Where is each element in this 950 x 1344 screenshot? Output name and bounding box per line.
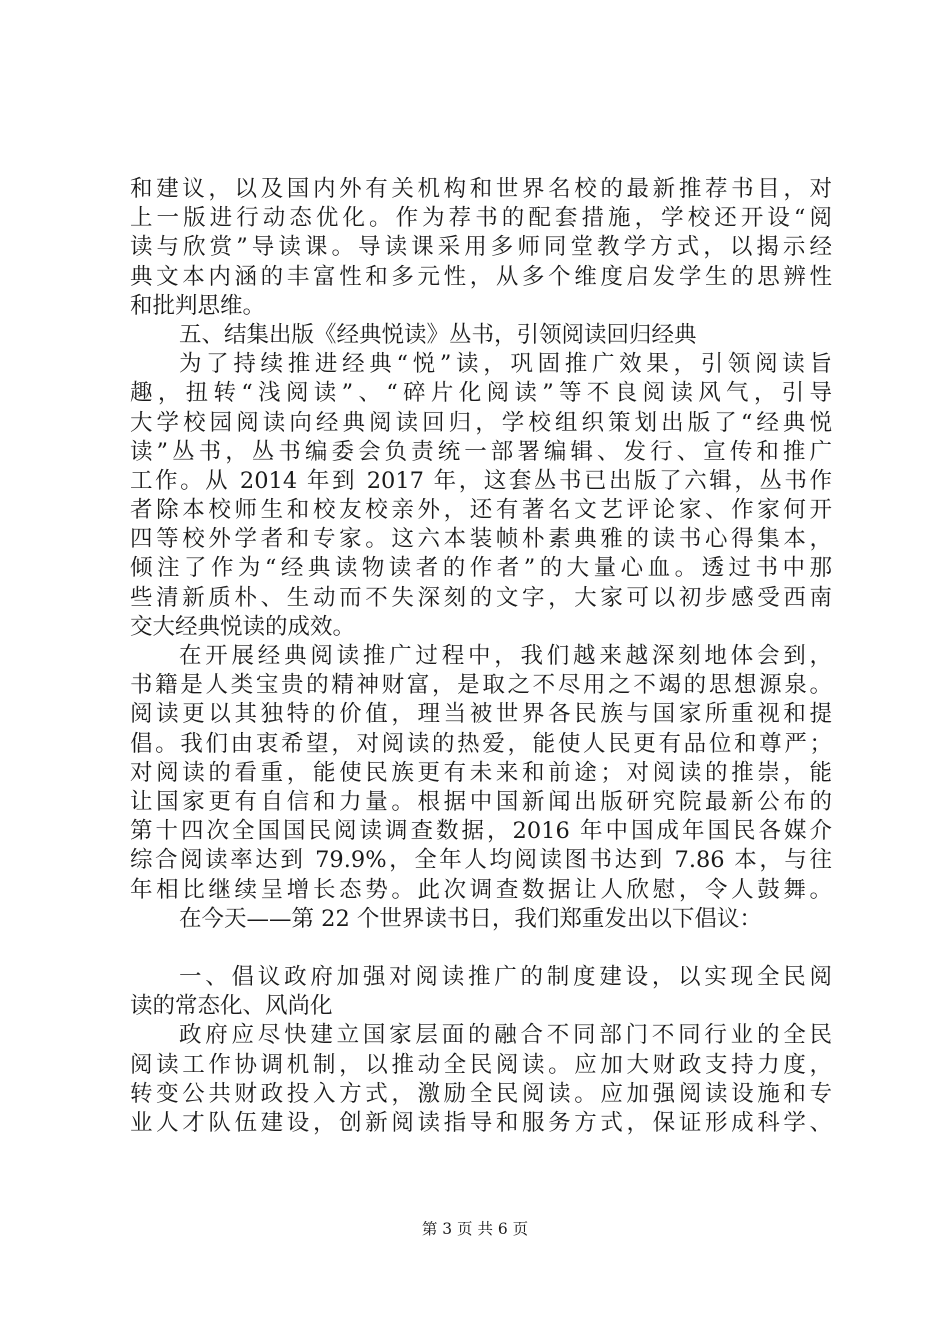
text-line: 对阅读的看重，能使民族更有未来和前途；对阅读的推崇，能 xyxy=(130,759,832,786)
page-number-footer: 第 3 页 共 6 页 xyxy=(421,1220,529,1238)
text-line: 四等校外学者和专家。这六本装帧朴素典雅的读书心得集本， xyxy=(130,526,832,553)
text-line: 综合阅读率达到 79.9%，全年人均阅读图书达到 7.86 本，与往 xyxy=(130,847,832,874)
text-line: 书籍是人类宝贵的精神财富，是取之不尽用之不竭的思想源泉。 xyxy=(130,672,832,699)
text-line: 交大经典悦读的成效。 xyxy=(130,613,356,640)
text-line: 转变公共财政投入方式，激励全民阅读。应加强阅读设施和专 xyxy=(130,1080,832,1107)
text-line: 一、倡议政府加强对阅读推广的制度建设，以实现全民阅 xyxy=(179,964,832,991)
text-line: 年相比继续呈增长态势。此次调查数据让人欣慰，令人鼓舞。 xyxy=(130,876,832,903)
text-line: 些清新质朴、生动而不失深刻的文字，大家可以初步感受西南 xyxy=(130,584,832,611)
text-line: 阅读更以其独特的价值，理当被世界各民族与国家所重视和提 xyxy=(130,701,832,728)
text-line: 和批判思维。 xyxy=(130,292,266,319)
text-line: 读的常态化、风尚化 xyxy=(130,993,333,1020)
text-line: 和建议，以及国内外有关机构和世界名校的最新推荐书目，对 xyxy=(130,176,832,202)
text-line: 工作。从 2014 年到 2017 年，这套丛书已出版了六辑，丛书作 xyxy=(130,467,832,494)
text-line: 五、结集出版《经典悦读》丛书，引领阅读回归经典 xyxy=(179,321,697,348)
document-body xyxy=(130,175,832,1138)
text-line: 趣，扭转“浅阅读”、“碎片化阅读”等不良阅读风气，引导 xyxy=(130,380,832,407)
text-line: 阅读工作协调机制，以推动全民阅读。应加大财政支持力度， xyxy=(130,1051,832,1078)
text-line: 读与欣赏”导读课。导读课采用多师同堂教学方式，以揭示经 xyxy=(130,234,832,261)
text-line: 典文本内涵的丰富性和多元性，从多个维度启发学生的思辨性 xyxy=(130,263,832,290)
text-line: 倡。我们由衷希望，对阅读的热爱，能使人民更有品位和尊严； xyxy=(130,730,832,757)
text-line: 在今天——第 22 个世界读书日，我们郑重发出以下倡议： xyxy=(179,905,762,932)
text-line: 政府应尽快建立国家层面的融合不同部门不同行业的全民 xyxy=(179,1022,832,1049)
blank-line xyxy=(130,934,832,963)
text-line: 第十四次全国国民阅读调查数据，2016 年中国成年国民各媒介 xyxy=(130,818,832,845)
text-line: 在开展经典阅读推广过程中，我们越来越深刻地体会到， xyxy=(179,643,832,669)
text-line: 上一版进行动态优化。作为荐书的配套措施，学校还开设“阅 xyxy=(130,205,832,232)
text-line: 大学校园阅读向经典阅读回归，学校组织策划出版了“经典悦 xyxy=(130,409,832,436)
text-line: 读”丛书，丛书编委会负责统一部署编辑、发行、宣传和推广 xyxy=(130,438,832,465)
text-line: 倾注了作为“经典读物读者的作者”的大量心血。透过书中那 xyxy=(130,555,832,582)
text-line: 者除本校师生和校友校亲外，还有著名文艺评论家、作家何开 xyxy=(130,497,832,524)
text-line: 让国家更有自信和力量。根据中国新闻出版研究院最新公布的 xyxy=(130,788,832,815)
text-line: 为了持续推进经典“悦”读，巩固推广效果，引领阅读旨 xyxy=(179,351,832,378)
text-line: 业人才队伍建设，创新阅读指导和服务方式，保证形成科学、 xyxy=(130,1110,832,1136)
